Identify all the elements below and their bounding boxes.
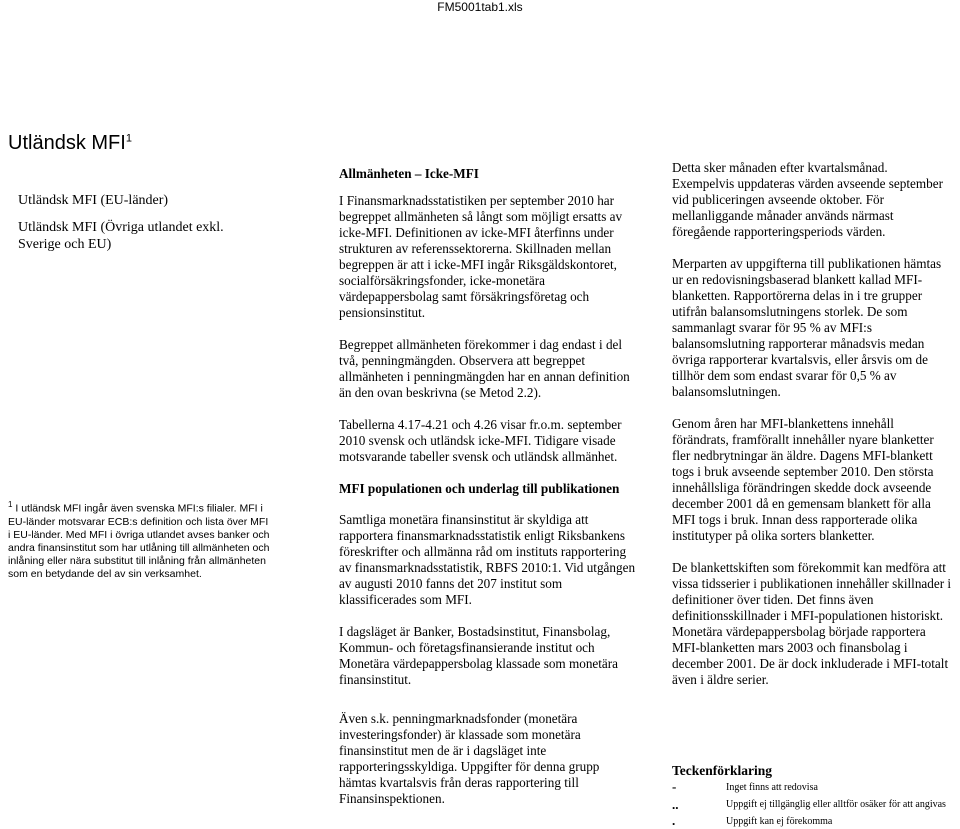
- section-title: [8, 132, 132, 155]
- legend-title: Teckenförklaring: [672, 763, 773, 778]
- paragraph: Även s.k. penningmarknadsfonder (monetära investeringsfonder) är klassade som monetära finansinstitut men de är i dagsläget inte rapporteringsskyldiga. Uppgifter för denna grupp hämtas kvartalsvis från deras rapportering till Finansinspektionen.: [339, 711, 600, 806]
- middle-column: [339, 166, 639, 807]
- heading-mfi-population: MFI populationen och underlag till publikationen: [339, 481, 620, 496]
- subtitle-other-b: Sverige och EU): [18, 237, 112, 252]
- legend-text: Uppgift ej tillgänglig eller alltför osäker för att angivas: [726, 799, 946, 810]
- paragraph: Samtliga monetära finansinstitut är skyldiga att rapportera finansmarknadsstatistik enligt Riksbankens föreskrifter och allmänna råd om instituts rapportering av finansmarknadsstatistik, RBFS 2010:1. Vid utgången av augusti 2010 fanns det 207 institut som klassificerades som MFI.: [339, 512, 636, 607]
- subtitle-other-a: Utländsk MFI (Övriga utlandet exkl.: [18, 220, 224, 235]
- legend-text: Uppgift kan ej förekomma: [726, 816, 833, 827]
- paragraph: Detta sker månaden efter kvartalsmånad. Exempelvis uppdateras värden avseende september vid publiceringen avseende oktober. För mellanliggande månader används närmast föregående rapporteringsperiods värden.: [672, 160, 943, 239]
- paragraph: I Finansmarknadsstatistiken per september 2010 har begreppet allmänheten så långt som möjligt ersatts av icke-MFI. Definitionen av icke-MFI återfinns under strukturen av referenssektorerna. Skillnaden mellan begreppen är att i icke-MFI ingår Riksgäldskontoret, socialförsäkringsfonder, icke-monetära värdepappersbolag samt försäkringsföretag och pensionsinstitut.: [339, 193, 623, 320]
- right-column: [672, 160, 952, 688]
- legend-symbol: ..: [672, 797, 679, 812]
- paragraph: Merparten av uppgifterna till publikationen hämtas ur en redovisningsbaserad blankett kallad MFI-blanketten. Rapportörerna delas in i tre grupper utifrån balansomslutningens storlek. De som sammanlagt svarar för 95 % av MFI:s balansomslutning rapporterar månadsvis medan övriga rapporterar kvartalsvis, eller årsvis om de tillhör dem som endast svarar för 0,5 % av balansomslutningen.: [672, 256, 942, 399]
- paragraph: Genom åren har MFI-blankettens innehåll förändrats, framförallt innehåller nyare blanketter fler nedbrytningar än äldre. Dagens MFI-blankett togs i bruk avseende september 2010. Den största innehållsliga förändringen skedde dock avseende december 2001 då en gemensam blankett för alla MFI togs i bruk. Innan dess rapporterade olika institutyper på olika sorters blanketter.: [672, 416, 934, 543]
- footnote-text: I utländsk MFI ingår även svenska MFI:s filialer. MFI i EU-länder motsvarar ECB:s definition och lista över MFI i EU-länder. Med MFI i övriga utlandet avses banker och andra finansinstitut som har utlåning till allmänheten och inlåning eller nära substitut till inlåning från allmänheten som en betydande del av sin verksamhet.: [8, 502, 270, 580]
- title-text: Utländsk MFI: [8, 132, 126, 154]
- paragraph: De blankettskiften som förekommit kan medföra att vissa tidsserier i publikationen innehåller skillnader i definitioner över tiden. Det finns även definitionsskillnader i MFI-populationen historiskt. Monetära värdepappersbolag började rapportera MFI-blanketten mars 2003 och finansbolag i december 2001. De är dock inkluderade i MFI-totalt även i äldre serier.: [672, 560, 952, 687]
- legend-text: Inget finns att redovisa: [726, 782, 818, 793]
- paragraph: I dagsläget är Banker, Bostadsinstitut, Finansbolag, Kommun- och företagsfinansierande institut och Monetära värdepappersbolag klassade som monetära finansinstitut.: [339, 624, 619, 687]
- footnote-mark: 1: [8, 500, 13, 509]
- file-name: FM5001tab1.xls: [437, 0, 523, 14]
- paragraph: Begreppet allmänheten förekommer i dag endast i del två, penningmängden. Observera att begreppet allmänheten i penningmängden har en annan definition än den ovan beskrivna (se Metod 2.2).: [339, 337, 630, 400]
- paragraph: Tabellerna 4.17-4.21 och 4.26 visar fr.o.m. september 2010 svensk och utländsk icke-MFI. Tidigare visade motsvarande tabeller svensk och utländsk allmänhet.: [339, 417, 622, 464]
- legend-symbol: -: [672, 779, 677, 794]
- subtitle-eu: Utländsk MFI (EU-länder): [18, 193, 169, 208]
- legend-symbol: .: [672, 813, 676, 828]
- footnote: [8, 498, 273, 581]
- title-footnote-mark: 1: [125, 132, 132, 145]
- heading-allmanheten: Allmänheten – Icke-MFI: [339, 166, 479, 181]
